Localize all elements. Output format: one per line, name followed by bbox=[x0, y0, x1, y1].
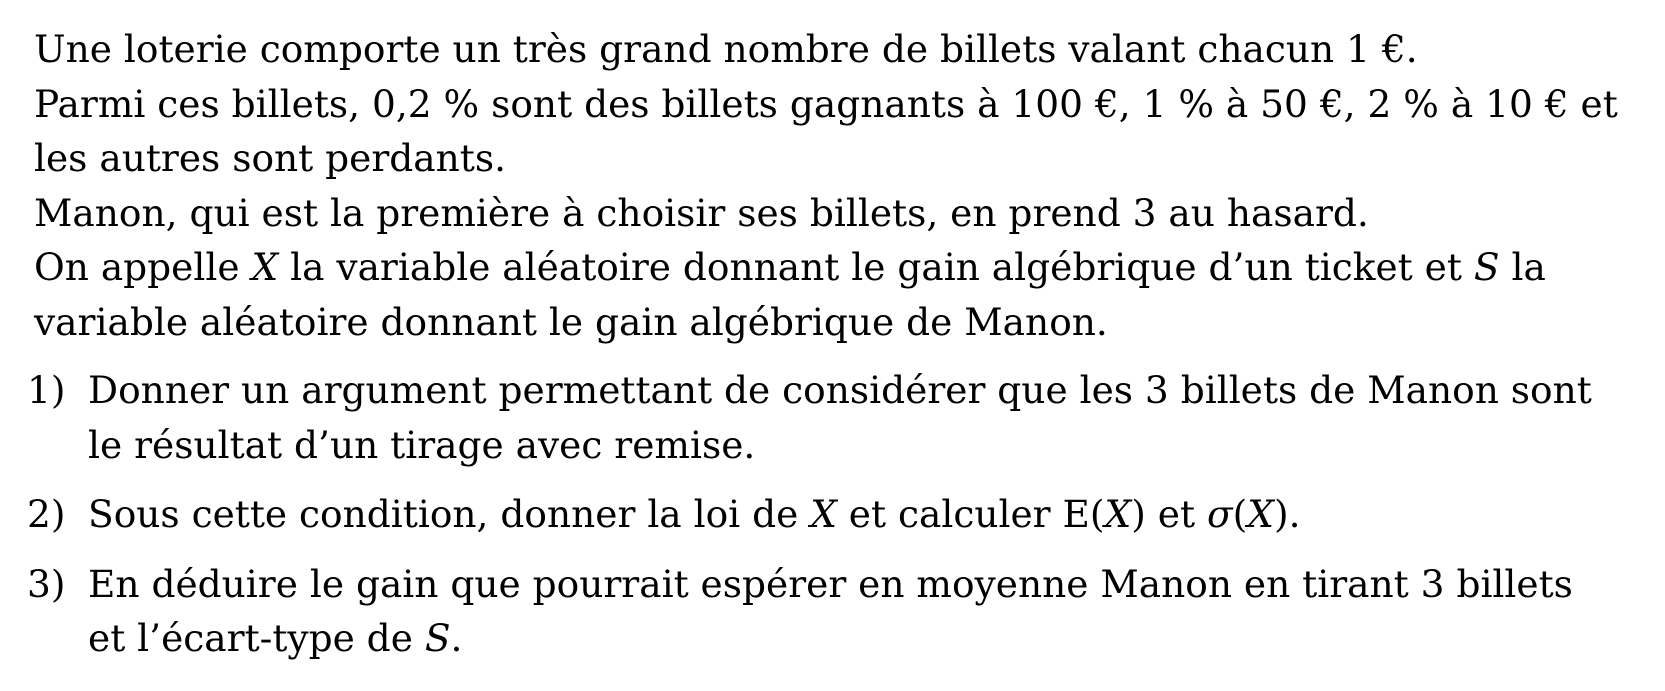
question-3-text-b: . bbox=[450, 616, 463, 660]
variable-s: S bbox=[424, 616, 451, 660]
exercise-intro bbox=[34, 22, 1634, 349]
intro-line-1: Une loterie comporte un très grand nombre de billets valant chacun 1 €. bbox=[34, 27, 1418, 71]
definition-text-c: la bbox=[1499, 245, 1546, 289]
definition-line-1 bbox=[34, 240, 1634, 295]
question-2 bbox=[27, 487, 1634, 542]
intro-line-2: Parmi ces billets, 0,2 % sont des billets gagnants à 100 €, 1 % à 50 €, 2 % à 10 € et bbox=[34, 81, 1618, 126]
question-2-text-a: Sous cette condition, donner la loi de bbox=[88, 492, 811, 536]
question-2-text-e: ). bbox=[1273, 492, 1301, 536]
question-2-text-c: ) et bbox=[1131, 492, 1207, 536]
question-number: 3) bbox=[27, 561, 66, 606]
question-1 bbox=[27, 363, 1634, 472]
variable-x: X bbox=[1104, 492, 1132, 536]
question-number: 2) bbox=[27, 492, 66, 536]
sigma-symbol: σ bbox=[1206, 492, 1233, 536]
variable-s: S bbox=[1473, 245, 1500, 289]
variable-x: X bbox=[810, 492, 837, 536]
variable-x: X bbox=[251, 245, 279, 289]
question-1-line-1: Donner un argument permettant de considérer que les 3 billets de Manon sont bbox=[88, 368, 1592, 412]
question-3 bbox=[27, 557, 1634, 666]
question-2-text-b: et calculer E( bbox=[836, 492, 1105, 536]
question-2-line-1 bbox=[88, 487, 1634, 542]
exercise-text bbox=[27, 22, 1634, 681]
definition-text-b: la variable aléatoire donnant le gain algébrique d’un ticket et bbox=[278, 245, 1474, 289]
question-number: 1) bbox=[27, 368, 66, 412]
question-1-line-2: le résultat d’un tirage avec remise. bbox=[88, 422, 756, 467]
definition-text-a: On appelle bbox=[34, 245, 252, 289]
definition-line-2: variable aléatoire donnant le gain algébrique de Manon. bbox=[34, 299, 1108, 344]
intro-line-4: Manon, qui est la première à choisir ses billets, en prend 3 au hasard. bbox=[34, 190, 1369, 235]
question-list bbox=[27, 363, 1634, 666]
variable-x: X bbox=[1247, 492, 1274, 536]
question-3-text-a: et l’écart-type de bbox=[88, 616, 425, 660]
question-2-text-d: ( bbox=[1232, 492, 1248, 536]
question-3-line-2 bbox=[88, 611, 1634, 666]
question-3-line-1: En déduire le gain que pourrait espérer en moyenne Manon en tirant 3 billets bbox=[88, 561, 1573, 606]
intro-line-3: les autres sont perdants. bbox=[34, 136, 507, 180]
